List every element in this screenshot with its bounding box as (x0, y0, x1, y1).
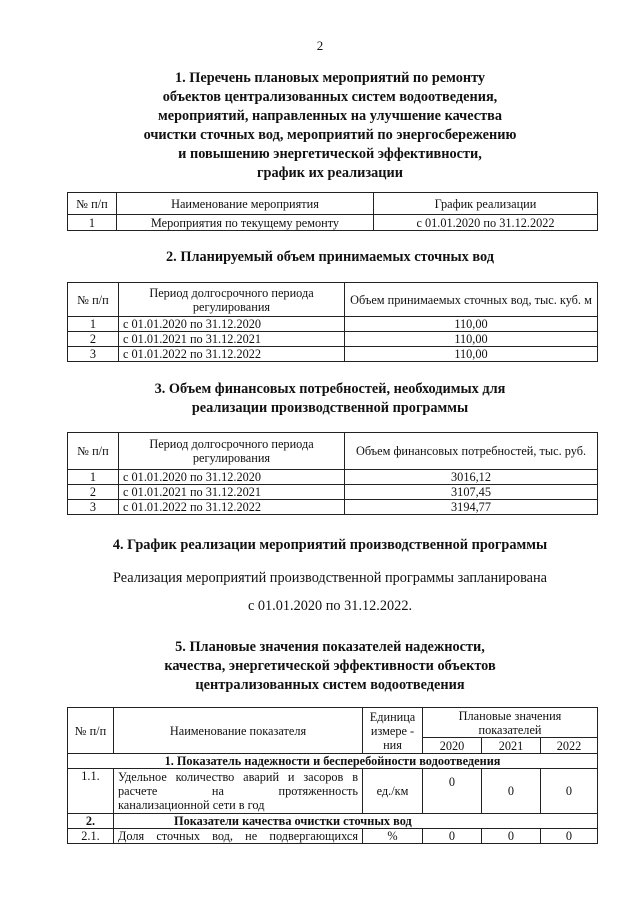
table-row: 2 с 01.01.2021 по 31.12.2021 3107,45 (68, 485, 598, 500)
section3-title: 3. Объем финансовых потребностей, необходимых для реализации производственной программы (154, 381, 506, 416)
group-row: 1. Показатель надежности и бесперебойности водоотведения (68, 754, 598, 769)
table-row: 2.1. Доля сточных вод, не подвергающихся % 0 0 0 (68, 829, 598, 844)
indicators-table: № п/п Наименование показателя Единица измере - ния Плановые значения показателей 2020 2021 2022 1. Показатель надежности и бесперебойности водоотведения 1.1. Удельное количество аварий и засоров в расчете на протяженность канализационной сети в год ед./км 0 0 0 2. Показатели качества очистки сточных вод 2.1. Доля сточных вод, не подвергающихся % 0 0 0 (67, 707, 598, 844)
col-num-header: № п/п (68, 708, 114, 754)
table-row: 1.1. Удельное количество аварий и засоров в расчете на протяженность канализационной сети в год ед./км 0 0 0 (68, 769, 598, 814)
section4-text-line1: Реализация мероприятий производственной программы запланирована (112, 570, 548, 586)
wastewater-volume-table: № п/п Период долгосрочного периода регулирования Объем принимаемых сточных вод, тыс. куб. м 1 с 01.01.2020 по 31.12.2020 110,00 2 с 01.01.2021 по 31.12.2021 110,00 3 с 01.01.2022 по 31.12.2022 110,00 (67, 282, 598, 362)
table-row: 2 с 01.01.2021 по 31.12.2021 110,00 (68, 332, 598, 347)
section4-text-line2: с 01.01.2020 по 31.12.2022. (247, 598, 413, 614)
table-row: 1 с 01.01.2020 по 31.12.2020 110,00 (68, 317, 598, 332)
col-name-header: Наименование показателя (114, 708, 363, 754)
col-num-header: № п/п (68, 193, 117, 215)
table-row: 1 с 01.01.2020 по 31.12.2020 3016,12 (68, 470, 598, 485)
table-row: 3 с 01.01.2022 по 31.12.2022 110,00 (68, 347, 598, 362)
activities-table (67, 192, 598, 231)
page-number: 2 (316, 38, 324, 53)
col-planned-header: Плановые значения показателей (423, 708, 598, 738)
section1-title: 1. Перечень плановых мероприятий по ремонту объектов централизованных систем водоотведения, мероприятий, направленных на улучшение качества очистки сточных вод, мероприятий по энергосбережению и повышению энергетической эффективности, график их реализации (143, 70, 517, 181)
col-unit-header: Единица измере - ния (363, 708, 423, 754)
table-row: 3 с 01.01.2022 по 31.12.2022 3194,77 (68, 500, 598, 515)
table-row: 1 Мероприятия по текущему ремонту с 01.01.2020 по 31.12.2022 (68, 215, 598, 231)
group-row: 2. Показатели качества очистки сточных вод (68, 814, 598, 829)
section2-title: 2. Планируемый объем принимаемых сточных вод (166, 249, 494, 265)
section4-title: 4. График реализации мероприятий производственной программы (112, 537, 548, 553)
col-name-header: Наименование мероприятия (117, 193, 374, 215)
col-schedule-header: График реализации (374, 193, 598, 215)
section5-title: 5. Плановые значения показателей надежности, качества, энергетической эффективности объектов централизованных систем водоотведения (164, 639, 496, 693)
financial-needs-table: № п/п Период долгосрочного периода регулирования Объем финансовых потребностей, тыс. руб. 1 с 01.01.2020 по 31.12.2020 3016,12 2 с 01.01.2021 по 31.12.2021 3107,45 3 с 01.01.2022 по 31.12.2022 3194,77 (67, 432, 598, 515)
